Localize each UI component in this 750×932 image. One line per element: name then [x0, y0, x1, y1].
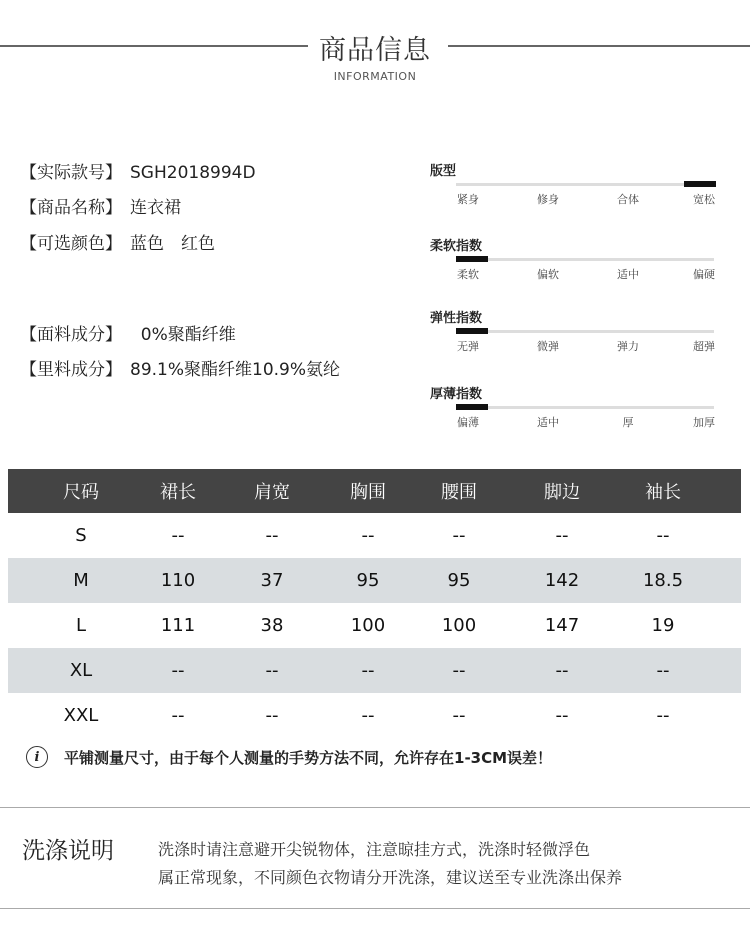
header-divider-left: [0, 45, 308, 47]
table-cell: --: [555, 660, 569, 681]
table-header-row: [8, 469, 741, 513]
info-label: 【实际款号】: [20, 163, 122, 183]
attr-option: 超弹: [693, 340, 715, 353]
table-cell: --: [555, 705, 569, 726]
info-style-no: [20, 158, 256, 183]
info-label: 【商品名称】: [20, 198, 122, 218]
attr-scale-track: [456, 330, 714, 333]
table-cell: 19: [651, 615, 675, 636]
table-cell: --: [452, 525, 466, 546]
table-header-cell: 尺码: [63, 482, 99, 503]
attr-option: 紧身: [457, 193, 479, 206]
info-value: 蓝色 红色: [130, 234, 215, 254]
table-cell: 18.5: [642, 570, 684, 591]
attr-option: 适中: [537, 416, 559, 429]
size-table: [8, 469, 741, 738]
attr-scale-track: [456, 406, 714, 409]
table-cell: M: [73, 570, 89, 591]
attr-option: 适中: [617, 268, 639, 281]
table-cell: --: [361, 705, 375, 726]
attr-option: 加厚: [693, 416, 715, 429]
info-fabric: [20, 320, 236, 345]
table-cell: --: [171, 705, 185, 726]
table-cell: --: [656, 705, 670, 726]
washing-title: 洗涤说明: [22, 838, 114, 864]
attr-option: 偏硬: [693, 268, 715, 281]
section-title: 商品信息: [319, 35, 431, 66]
table-row: [8, 558, 741, 603]
table-cell: --: [656, 660, 670, 681]
table-cell: --: [361, 525, 375, 546]
table-cell: --: [452, 705, 466, 726]
table-cell: 37: [260, 570, 284, 591]
table-header-cell: 脚边: [544, 482, 580, 503]
info-icon: i: [26, 746, 48, 768]
table-header-cell: 腰围: [441, 482, 477, 503]
attr-title: 柔软指数: [430, 239, 483, 254]
table-row: [8, 648, 741, 693]
washing-text-line2: 属正常现象，不同颜色衣物请分开洗涤，建议送至专业洗涤出保养: [158, 868, 623, 887]
attr-fit: [430, 160, 720, 206]
table-cell: 95: [447, 570, 471, 591]
info-value: 连衣裙: [130, 198, 181, 218]
attr-option: 偏软: [537, 268, 559, 281]
attr-scale-marker: [456, 404, 488, 410]
measurement-note: [26, 745, 552, 769]
attr-scale-track: [456, 183, 714, 186]
info-label: 【面料成分】: [20, 325, 122, 345]
table-cell: 111: [160, 615, 196, 636]
table-cell: --: [656, 525, 670, 546]
info-product-name: [20, 193, 181, 218]
attr-title: 弹性指数: [430, 311, 483, 326]
table-cell: --: [171, 525, 185, 546]
washing-text-line1: 洗涤时请注意避开尖锐物体，注意晾挂方式，洗涤时轻微浮色: [158, 840, 591, 859]
header-divider-right: [448, 45, 750, 47]
attr-elasticity: [430, 307, 720, 353]
table-header-cell: 裙长: [160, 482, 196, 503]
table-cell: 95: [356, 570, 380, 591]
table-cell: --: [265, 525, 279, 546]
attr-scale-marker: [456, 328, 488, 334]
table-cell: --: [361, 660, 375, 681]
table-cell: XXL: [63, 705, 99, 726]
attr-option: 微弹: [537, 340, 559, 353]
info-colors: [20, 229, 215, 254]
table-cell: 142: [544, 570, 580, 591]
table-header-cell: 肩宽: [254, 482, 290, 503]
table-cell: 38: [260, 615, 284, 636]
table-cell: 110: [160, 570, 196, 591]
table-cell: --: [452, 660, 466, 681]
attr-option: 无弹: [457, 340, 479, 353]
table-row: [8, 603, 741, 648]
attr-title: 厚薄指数: [430, 387, 483, 402]
table-cell: XL: [69, 660, 93, 681]
table-cell: L: [75, 615, 87, 636]
attr-option: 柔软: [457, 268, 479, 281]
table-cell: S: [75, 525, 87, 546]
info-lining: [20, 355, 340, 380]
table-cell: --: [265, 660, 279, 681]
washing-divider-bottom: [0, 908, 750, 909]
attr-option: 偏薄: [457, 416, 479, 429]
attr-thickness: [430, 383, 720, 429]
table-cell: 100: [350, 615, 386, 636]
attr-scale-marker: [456, 256, 488, 262]
table-cell: 147: [544, 615, 580, 636]
attr-scale-track: [456, 258, 714, 261]
info-label: 【里料成分】: [20, 360, 122, 380]
attr-option: 宽松: [693, 193, 715, 206]
table-cell: 100: [441, 615, 477, 636]
attr-option: 合体: [617, 193, 639, 206]
table-cell: --: [555, 525, 569, 546]
attr-option: 厚: [622, 416, 634, 429]
note-text: 平铺测量尺寸，由于每个人测量的手势方法不同，允许存在1-3CM误差！: [64, 748, 553, 767]
attr-option: 修身: [537, 193, 559, 206]
table-header-cell: 胸围: [350, 482, 386, 503]
washing-divider-top: [0, 807, 750, 808]
info-value: 0%聚酯纤维: [130, 325, 236, 345]
attr-title: 版型: [430, 164, 457, 179]
table-row: [8, 693, 741, 738]
table-cell: --: [171, 660, 185, 681]
table-header-cell: 袖长: [645, 482, 681, 503]
section-subtitle: INFORMATION: [333, 70, 417, 83]
info-value: SGH2018994D: [130, 163, 256, 183]
table-cell: --: [265, 705, 279, 726]
info-value: 89.1%聚酯纤维10.9%氨纶: [130, 360, 341, 380]
table-row: [8, 513, 741, 558]
attr-softness: [430, 235, 720, 281]
attr-scale-marker: [684, 181, 716, 187]
info-label: 【可选颜色】: [20, 234, 122, 254]
attr-option: 弹力: [617, 340, 639, 353]
